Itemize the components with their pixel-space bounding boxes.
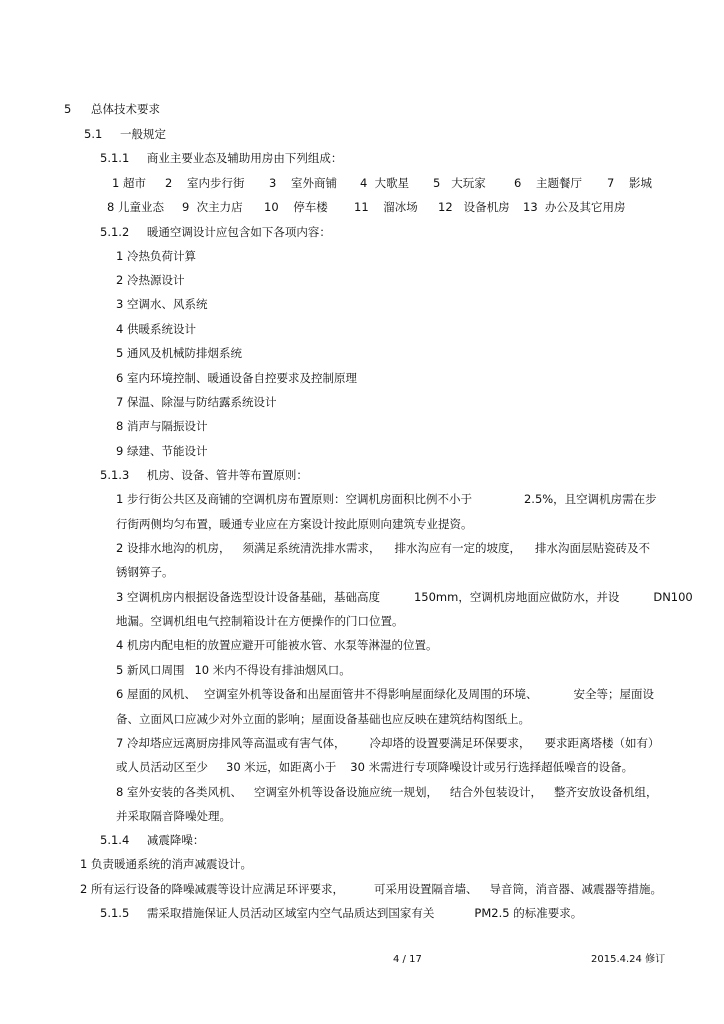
business-item: 4 大歌星 <box>360 176 410 190</box>
hvac-item: 8 消声与隔振设计 <box>116 419 208 433</box>
business-item: 6 主题餐厅 <box>514 176 582 190</box>
hvac-item: 1 冷热负荷计算 <box>116 249 196 263</box>
business-item: 9 次主力店 <box>182 200 243 214</box>
hvac-item: 4 供暖系统设计 <box>116 322 196 336</box>
paragraph-3-cont: 地漏。空调机组电气控制箱设计在方便操作的门口位置。 <box>116 614 404 628</box>
paragraph-1: 1 步行街公共区及商铺的空调机房布置原则：空调机房面积比例不小于 2.5%，且空调机房需在步 <box>116 492 657 506</box>
section-5-1-4-heading <box>100 833 204 847</box>
paragraph-6: 6 屋面的风机、 空调室外机等设备和出屋面管井不得影响屋面绿化及周围的环境、 安全等；屋面设 <box>116 687 654 701</box>
hvac-item: 3 空调水、风系统 <box>116 297 208 311</box>
business-item: 8 儿童业态 <box>107 200 164 214</box>
section-5-1-2-number: 5.1.2 <box>100 225 130 239</box>
section-5-number: 5 <box>64 102 72 116</box>
business-item: 10 停车楼 <box>264 200 328 214</box>
hvac-item: 6 室内环境控制、暖通设备自控要求及控制原理 <box>116 371 357 385</box>
noise-item-2: 2 所有运行设备的降噪减震等设计应满足环评要求， 可采用设置隔音墙、 导音筒，消音器、减震器等措施。 <box>80 882 662 896</box>
section-5-1-1-heading <box>100 151 342 165</box>
section-5-1-2-title: 暖通空调设计应包含如下各项内容： <box>146 225 331 239</box>
business-item: 11 溜冰场 <box>354 200 418 214</box>
paragraph-8: 8 室外安装的各类风机、 空调室外机等设备设施应统一规划， 结合外包装设计， 整齐安放设备机组， <box>116 785 658 799</box>
section-5-1-title: 一般规定 <box>119 127 166 141</box>
section-5-1-1-number: 5.1.1 <box>100 151 130 165</box>
paragraph-7: 7 冷却塔应远离厨房排风等高温或有害气体， 冷却塔的设置要满足环保要求， 要求距离塔楼（如有） <box>116 736 660 750</box>
section-5-1-5: 5.1.5 需采取措施保证人员活动区域室内空气品质达到国家有关 PM2.5 的标准要求。 <box>100 906 583 920</box>
business-item: 2 室内步行街 <box>165 176 245 190</box>
business-item: 13 办公及其它用房 <box>523 200 626 214</box>
section-5-1-3-number: 5.1.3 <box>100 468 130 482</box>
section-5-1-4-number: 5.1.4 <box>100 833 130 847</box>
section-5-1-4-title: 减震降噪： <box>146 833 205 847</box>
paragraph-7-cont: 或人员活动区至少 30 米远，如距离小于 30 米需进行专项降噪设计或另行选择超低噪音的设备。 <box>116 760 634 774</box>
business-item: 7 影城 <box>607 176 652 190</box>
section-5-1-2-heading <box>100 225 331 239</box>
paragraph-4: 4 机房内配电柜的放置应避开可能被水管、水泵等淋湿的位置。 <box>116 638 438 652</box>
section-5-1-heading <box>84 127 166 141</box>
section-5-1-number: 5.1 <box>84 127 103 141</box>
paragraph-2: 2 设排水地沟的机房， 须满足系统清洗排水需求， 排水沟应有一定的坡度， 排水沟面层贴瓷砖及不 <box>116 541 650 555</box>
section-5-heading <box>64 102 160 116</box>
section-5-1-3-heading <box>100 468 308 482</box>
paragraph-5: 5 新风口周围 10 米内不得设有排油烟风口。 <box>116 663 351 677</box>
hvac-item: 9 绿建、节能设计 <box>116 444 208 458</box>
section-5-1-3-title: 机房、设备、管井等布置原则： <box>146 468 308 482</box>
paragraph-6-cont: 备、立面风口应减少对外立面的影响；屋面设备基础也应反映在建筑结构图纸上。 <box>116 712 530 726</box>
paragraph-3: 3 空调机房内根据设备选型设计设备基础，基础高度 150mm，空调机房地面应做防水，并设 DN100 <box>116 590 693 604</box>
paragraph-1-cont: 行街两侧均匀布置，暖通专业应在方案设计按此原则向建筑专业提资。 <box>116 517 473 531</box>
section-5-1-1-title: 商业主要业态及辅助用房由下列组成： <box>146 151 343 165</box>
section-5-1-5-number: 5.1.5 <box>100 906 130 920</box>
hvac-item: 5 通风及机械防排烟系统 <box>116 346 242 360</box>
business-item: 12 设备机房 <box>438 200 510 214</box>
business-item: 5 大玩家 <box>433 176 486 190</box>
business-item: 1 超市 <box>112 176 146 190</box>
paragraph-2-cont: 锈钢箅子。 <box>116 565 174 579</box>
revision-date: 2015.4.24 修订 <box>591 954 666 965</box>
business-item: 3 室外商铺 <box>269 176 337 190</box>
paragraph-8-cont: 并采取隔音降噪处理。 <box>116 809 231 823</box>
hvac-item: 7 保温、除湿与防结露系统设计 <box>116 395 277 409</box>
hvac-item: 2 冷热源设计 <box>116 273 185 287</box>
noise-item-1: 1 负责暖通系统的消声减震设计。 <box>80 857 252 871</box>
page-number: 4 / 17 <box>393 954 422 965</box>
section-5-title: 总体技术要求 <box>90 102 160 116</box>
